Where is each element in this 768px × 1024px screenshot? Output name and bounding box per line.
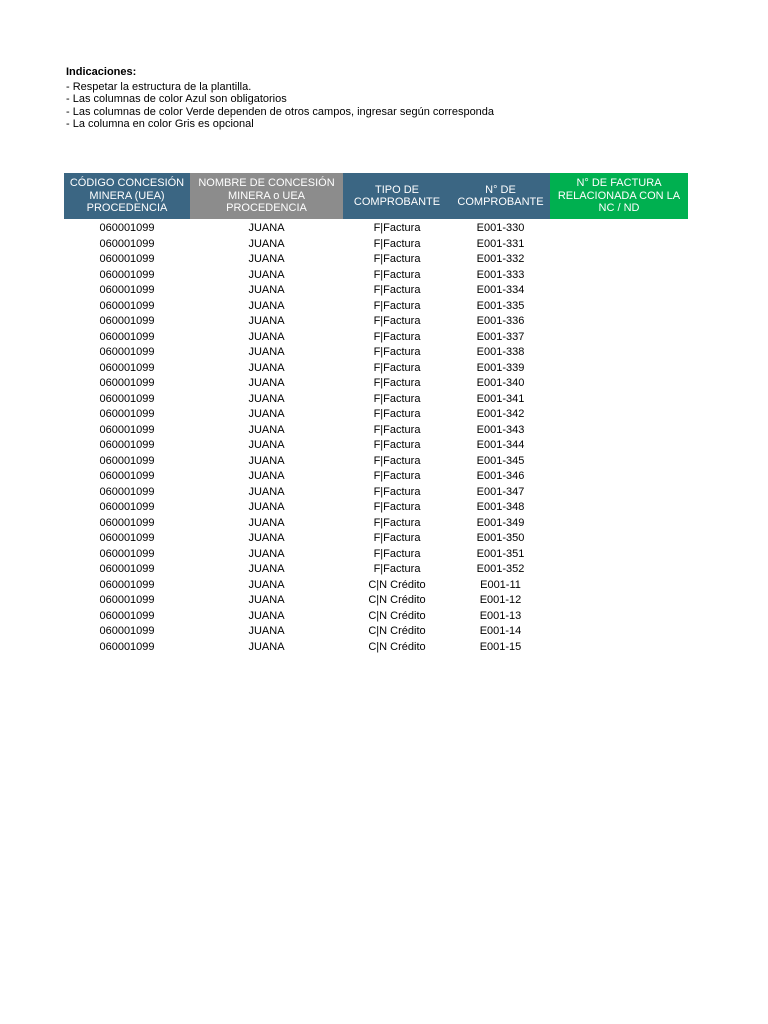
cell-numero[interactable]: E001-349 [476, 516, 525, 529]
cell-codigo[interactable]: 060001099 [99, 439, 155, 451]
cell-codigo[interactable]: 060001099 [99, 640, 155, 653]
cell-nombre[interactable]: JUANA [248, 330, 285, 343]
cell-numero[interactable]: E001-343 [476, 423, 525, 436]
cell-numero[interactable]: E001-350 [476, 532, 525, 544]
cell-codigo[interactable]: 060001099 [99, 268, 155, 281]
cell-codigo[interactable]: 060001099 [99, 330, 155, 343]
instructions-block [66, 66, 494, 131]
table-row [64, 578, 688, 594]
cell-factura-relacionada[interactable] [550, 237, 688, 253]
instruction-line: - Las columnas de color Verde dependen de otros campos, ingresar según corresponda [66, 105, 495, 118]
table-row [64, 392, 688, 408]
cell-factura-relacionada[interactable] [550, 609, 688, 625]
cell-tipo[interactable]: F|Factura [373, 485, 421, 498]
cell-codigo[interactable]: 060001099 [99, 299, 155, 312]
cell-factura-relacionada[interactable] [550, 423, 688, 439]
cell-nombre[interactable]: JUANA [248, 377, 285, 389]
cell-factura-relacionada[interactable] [550, 407, 688, 423]
cell-factura-relacionada[interactable] [550, 593, 688, 609]
cell-nombre[interactable]: JUANA [248, 361, 285, 374]
table-row [64, 361, 688, 377]
cell-numero[interactable]: E001-344 [476, 439, 525, 451]
cell-tipo[interactable]: F|Factura [373, 408, 421, 420]
header-nombre-concesion: NOMBRE DE CONCESIÓN MINERA o UEA PROCEDENCIA [190, 173, 343, 219]
cell-tipo[interactable]: F|Factura [373, 454, 421, 467]
cell-tipo[interactable]: F|Factura [373, 268, 421, 281]
cell-tipo[interactable]: F|Factura [373, 237, 421, 250]
cell-numero[interactable]: E001-347 [476, 485, 525, 498]
cell-factura-relacionada[interactable] [550, 562, 688, 578]
table-row [64, 268, 688, 284]
cell-numero[interactable]: E001-11 [480, 578, 521, 591]
cell-nombre[interactable]: JUANA [248, 237, 285, 250]
cell-nombre[interactable]: JUANA [248, 222, 285, 234]
cell-tipo[interactable]: F|Factura [373, 439, 421, 451]
cell-numero[interactable]: E001-335 [476, 299, 525, 312]
cell-nombre[interactable]: JUANA [248, 392, 285, 405]
cell-tipo[interactable]: F|Factura [373, 253, 421, 265]
cell-nombre[interactable]: JUANA [248, 594, 285, 606]
table-row [64, 500, 688, 516]
cell-nombre[interactable]: JUANA [248, 408, 285, 420]
cell-factura-relacionada[interactable] [550, 454, 688, 470]
cell-factura-relacionada[interactable] [550, 624, 688, 640]
cell-tipo[interactable]: C|N Crédito [368, 578, 426, 591]
cell-numero[interactable]: E001-351 [476, 547, 525, 560]
cell-factura-relacionada[interactable] [550, 330, 688, 346]
cell-tipo[interactable]: F|Factura [373, 516, 421, 529]
cell-numero[interactable]: E001-341 [476, 392, 525, 405]
table-row [64, 562, 688, 578]
instruction-line: - La columna en color Gris es opcional [66, 118, 254, 130]
cell-codigo[interactable]: 060001099 [99, 609, 155, 622]
table-row [64, 454, 688, 470]
cell-tipo[interactable]: F|Factura [373, 346, 421, 358]
cell-numero[interactable]: E001-330 [476, 222, 525, 234]
cell-tipo[interactable]: F|Factura [373, 315, 421, 327]
cell-tipo[interactable]: C|N Crédito [368, 609, 426, 622]
cell-nombre[interactable]: JUANA [248, 625, 285, 637]
cell-factura-relacionada[interactable] [550, 500, 688, 516]
table-row [64, 609, 688, 625]
cell-nombre[interactable]: JUANA [248, 268, 285, 281]
cell-factura-relacionada[interactable] [550, 345, 688, 361]
cell-nombre[interactable]: JUANA [248, 501, 285, 513]
table-row [64, 314, 688, 330]
cell-tipo[interactable]: F|Factura [373, 423, 421, 436]
table-row [64, 376, 688, 392]
cell-factura-relacionada[interactable] [550, 469, 688, 485]
instruction-line: - Las columnas de color Azul son obligatorios [66, 93, 287, 105]
cell-nombre[interactable]: JUANA [248, 346, 285, 358]
cell-codigo[interactable]: 060001099 [99, 470, 155, 482]
table-row [64, 299, 688, 315]
cell-numero[interactable]: E001-352 [476, 563, 525, 575]
cell-codigo[interactable]: 060001099 [99, 361, 155, 374]
table-row [64, 407, 688, 423]
cell-nombre[interactable]: JUANA [248, 609, 285, 622]
cell-codigo[interactable]: 060001099 [99, 408, 155, 420]
cell-tipo[interactable]: F|Factura [373, 361, 421, 374]
cell-factura-relacionada[interactable] [550, 392, 688, 408]
cell-numero[interactable]: E001-348 [476, 501, 525, 513]
cell-nombre[interactable]: JUANA [248, 470, 285, 482]
cell-codigo[interactable]: 060001099 [99, 284, 155, 296]
cell-codigo[interactable]: 060001099 [99, 377, 155, 389]
cell-nombre[interactable]: JUANA [248, 578, 285, 591]
cell-tipo[interactable]: F|Factura [373, 532, 421, 544]
cell-codigo[interactable]: 060001099 [99, 516, 155, 529]
cell-codigo[interactable]: 060001099 [99, 423, 155, 436]
table-row [64, 516, 688, 532]
cell-numero[interactable]: E001-336 [476, 315, 525, 327]
table-row [64, 469, 688, 485]
cell-nombre[interactable]: JUANA [248, 253, 285, 265]
instruction-line: - Respetar la estructura de la plantilla. [66, 80, 252, 93]
header-row [64, 173, 688, 219]
table-row [64, 219, 688, 237]
cell-tipo[interactable]: C|N Crédito [368, 625, 426, 637]
cell-tipo[interactable]: F|Factura [373, 547, 421, 560]
cell-nombre[interactable]: JUANA [248, 563, 285, 575]
cell-numero[interactable]: E001-332 [476, 253, 525, 265]
cell-codigo[interactable]: 060001099 [99, 563, 155, 575]
table-row [64, 330, 688, 346]
table-row [64, 252, 688, 268]
table-row [64, 640, 688, 656]
cell-nombre[interactable]: JUANA [248, 284, 285, 296]
cell-codigo[interactable]: 060001099 [99, 253, 155, 265]
cell-numero[interactable]: E001-338 [476, 346, 525, 358]
cell-tipo[interactable]: C|N Crédito [368, 594, 426, 606]
instructions-title: Indicaciones: [66, 66, 137, 78]
table-row [64, 237, 688, 253]
cell-nombre[interactable]: JUANA [248, 516, 285, 529]
cell-codigo[interactable]: 060001099 [99, 485, 155, 498]
table-row [64, 593, 688, 609]
cell-numero[interactable]: E001-13 [479, 609, 522, 622]
cell-codigo[interactable]: 060001099 [99, 346, 155, 358]
cell-numero[interactable]: E001-346 [476, 470, 525, 482]
cell-nombre[interactable]: JUANA [248, 299, 285, 312]
cell-nombre[interactable]: JUANA [248, 315, 285, 327]
cell-codigo[interactable]: 060001099 [99, 222, 155, 234]
header-codigo-concesion: CÓDIGO CONCESIÓN MINERA (UEA) PROCEDENCIA [64, 173, 190, 219]
cell-factura-relacionada[interactable] [550, 219, 688, 237]
header-tipo-comprobante: TIPO DE COMPROBANTE [343, 173, 451, 219]
table-body [64, 219, 688, 655]
cell-factura-relacionada[interactable] [550, 299, 688, 315]
cell-tipo[interactable]: F|Factura [373, 299, 421, 312]
cell-factura-relacionada[interactable] [550, 314, 688, 330]
cell-codigo[interactable]: 060001099 [99, 532, 155, 544]
cell-factura-relacionada[interactable] [550, 268, 688, 284]
cell-codigo[interactable]: 060001099 [99, 578, 155, 591]
cell-codigo[interactable]: 060001099 [99, 594, 155, 606]
cell-numero[interactable]: E001-342 [476, 408, 525, 420]
cell-factura-relacionada[interactable] [550, 485, 688, 501]
cell-numero[interactable]: E001-12 [479, 594, 522, 606]
cell-numero[interactable]: E001-337 [476, 330, 525, 343]
cell-factura-relacionada[interactable] [550, 516, 688, 532]
cell-nombre[interactable]: JUANA [248, 485, 285, 498]
table-row [64, 423, 688, 439]
table-row [64, 624, 688, 640]
cell-tipo[interactable]: F|Factura [373, 377, 421, 389]
cell-tipo[interactable]: F|Factura [373, 501, 421, 513]
table-row [64, 283, 688, 299]
cell-codigo[interactable]: 060001099 [99, 501, 155, 513]
cell-factura-relacionada[interactable] [550, 578, 688, 594]
cell-numero[interactable]: E001-15 [479, 640, 522, 653]
cell-nombre[interactable]: JUANA [248, 532, 285, 544]
cell-tipo[interactable]: F|Factura [373, 563, 421, 575]
cell-codigo[interactable]: 060001099 [99, 237, 155, 250]
cell-factura-relacionada[interactable] [550, 376, 688, 392]
cell-tipo[interactable]: F|Factura [373, 330, 421, 343]
cell-numero[interactable]: E001-339 [476, 361, 525, 374]
cell-codigo[interactable]: 060001099 [99, 315, 155, 327]
cell-factura-relacionada[interactable] [550, 438, 688, 454]
cell-tipo[interactable]: C|N Crédito [368, 640, 426, 653]
table-row [64, 345, 688, 361]
header-numero-comprobante: N° DE COMPROBANTE [451, 173, 550, 219]
cell-nombre[interactable]: JUANA [248, 640, 285, 653]
cell-numero[interactable]: E001-331 [476, 237, 525, 250]
cell-tipo[interactable]: F|Factura [373, 222, 421, 234]
table-row [64, 485, 688, 501]
cell-tipo[interactable]: F|Factura [373, 284, 421, 296]
header-factura-relacionada: N° DE FACTURA RELACIONADA CON LA NC / ND [550, 173, 688, 219]
table-row [64, 438, 688, 454]
cell-codigo[interactable]: 060001099 [99, 454, 155, 467]
cell-codigo[interactable]: 060001099 [99, 392, 155, 405]
cell-tipo[interactable]: F|Factura [373, 392, 421, 405]
cell-factura-relacionada[interactable] [550, 547, 688, 563]
cell-numero[interactable]: E001-333 [476, 268, 525, 281]
cell-numero[interactable]: E001-334 [476, 284, 525, 296]
cell-factura-relacionada[interactable] [550, 640, 688, 656]
table-row [64, 547, 688, 563]
table-row [64, 531, 688, 547]
cell-nombre[interactable]: JUANA [248, 423, 285, 436]
cell-factura-relacionada[interactable] [550, 283, 688, 299]
cell-factura-relacionada[interactable] [550, 531, 688, 547]
cell-nombre[interactable]: JUANA [248, 439, 285, 451]
cell-factura-relacionada[interactable] [550, 361, 688, 377]
cell-factura-relacionada[interactable] [550, 252, 688, 268]
cell-numero[interactable]: E001-345 [476, 454, 525, 467]
cell-tipo[interactable]: F|Factura [373, 470, 421, 482]
cell-codigo[interactable]: 060001099 [99, 547, 155, 560]
cell-numero[interactable]: E001-340 [476, 377, 525, 389]
cell-codigo[interactable]: 060001099 [99, 625, 155, 637]
comprobantes-table [64, 173, 688, 655]
cell-nombre[interactable]: JUANA [248, 547, 285, 560]
cell-numero[interactable]: E001-14 [479, 625, 522, 637]
cell-nombre[interactable]: JUANA [248, 454, 285, 467]
